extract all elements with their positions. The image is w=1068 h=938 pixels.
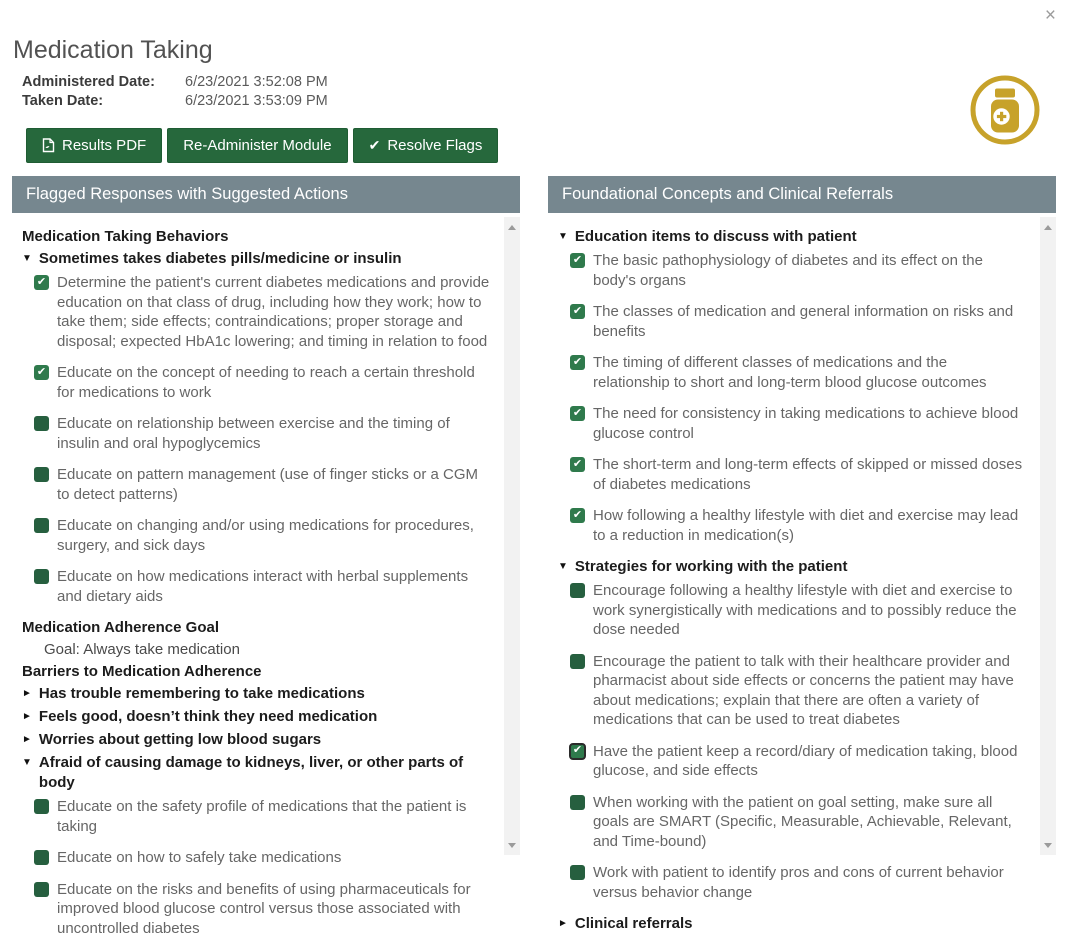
suggested-action-item [570,455,1026,494]
collapsed-flag-item[interactable] [22,730,490,750]
expanded-flag-item[interactable] [558,557,1026,577]
action-item-label: Have the patient keep a record/diary of medication taking, blood glucose, and side effects [593,742,1026,781]
suggested-action-item [570,652,1026,730]
action-checkbox[interactable]: ✔ [570,253,585,268]
checkmark-icon: ✔ [369,137,381,154]
taken-date-label: Taken Date: [22,92,185,111]
foundational-concepts-panel-title: Foundational Concepts and Clinical Referrals [548,176,1056,213]
action-checkbox[interactable] [570,654,585,669]
section-header: Medication Taking Behaviors [22,227,490,247]
scroll-up-icon[interactable] [504,219,520,235]
triangle-down-icon: ▼ [22,249,32,269]
suggested-action-item [570,742,1026,781]
action-item-label: The basic pathophysiology of diabetes and its effect on the body's organs [593,251,1026,290]
administered-date-label: Administered Date: [22,73,185,92]
medication-module-icon [968,73,1042,147]
triangle-right-icon: ► [22,707,32,727]
action-checkbox[interactable] [570,865,585,880]
close-icon[interactable]: × [1045,6,1056,25]
action-checkbox[interactable] [34,416,49,431]
taken-date-row [22,92,328,111]
collapsed-flag-item[interactable] [558,914,1026,934]
triangle-right-icon: ► [22,684,32,704]
administered-date-value: 6/23/2021 3:52:08 PM [185,73,328,92]
action-checkbox[interactable] [570,795,585,810]
action-checkbox[interactable]: ✔ [570,304,585,319]
action-item-label: Educate on the risks and benefits of using pharmaceuticals for improved blood glucose control versus those associated with uncontrolled diabetes [57,880,490,938]
administered-date-row [22,73,328,92]
suggested-action-item [34,516,490,555]
foundational-concepts-panel [548,176,1056,861]
action-checkbox[interactable] [34,850,49,865]
action-item-label: Educate on the safety profile of medications that the patient is taking [57,797,490,836]
suggested-action-item [34,414,490,453]
action-item-label: The need for consistency in taking medications to achieve blood glucose control [593,404,1026,443]
toolbar [26,128,498,163]
flagged-responses-panel [12,176,520,861]
scroll-up-icon[interactable] [1040,219,1056,235]
flag-item-label: Afraid of causing damage to kidneys, liver, or other parts of body [39,753,490,793]
action-item-label: Encourage the patient to talk with their healthcare provider and pharmacist about side effects or concerns the patient may have about medications; explain that there are often a variety of medications that can be used to treat diabetes [593,652,1026,730]
section-header: Medication Adherence Goal [22,618,490,638]
suggested-action-item [570,506,1026,545]
action-item-label: Educate on relationship between exercise and the timing of insulin and oral hypoglycemics [57,414,490,453]
scroll-down-icon[interactable] [1040,837,1056,853]
action-item-label: Educate on pattern management (use of finger sticks or a CGM to detect patterns) [57,465,490,504]
section-header: Barriers to Medication Adherence [22,662,490,682]
resolve-flags-button[interactable] [353,128,499,163]
action-item-label: Work with patient to identify pros and cons of current behavior versus behavior change [593,863,1026,902]
action-item-label: Encourage following a healthy lifestyle with diet and exercise to work synergistically with medications and to possibly reduce the dose needed [593,581,1026,640]
panels-row [12,176,1056,861]
date-table [22,73,328,110]
action-checkbox[interactable] [34,467,49,482]
suggested-action-item [570,581,1026,640]
suggested-action-item [570,793,1026,852]
suggested-action-item [570,302,1026,341]
action-item-label: The classes of medication and general information on risks and benefits [593,302,1026,341]
results-pdf-label: Results PDF [62,137,146,154]
action-checkbox[interactable] [34,799,49,814]
expanded-flag-item[interactable] [22,753,490,793]
action-checkbox[interactable]: ✔ [570,457,585,472]
action-checkbox[interactable]: ✔ [34,275,49,290]
scrollbar[interactable] [504,217,520,855]
pill-bottle-icon [968,73,1042,147]
action-checkbox[interactable]: ✔ [570,744,585,759]
action-checkbox[interactable]: ✔ [570,508,585,523]
action-checkbox[interactable]: ✔ [34,365,49,380]
flag-item-label: Clinical referrals [575,914,693,934]
expanded-flag-item[interactable] [22,249,490,269]
action-item-label: Educate on how to safely take medications [57,848,341,868]
page-title: Medication Taking [13,36,213,65]
action-item-label: Educate on changing and/or using medications for procedures, surgery, and sick days [57,516,490,555]
triangle-down-icon: ▼ [558,227,568,247]
goal-text: Goal: Always take medication [22,640,490,660]
foundational-concepts-list [558,227,1026,934]
flag-item-label: Worries about getting low blood sugars [39,730,321,750]
readminister-module-button[interactable] [167,128,347,163]
suggested-action-item [34,465,490,504]
action-item-label: Determine the patient's current diabetes medications and provide education on that class of drug, including how they work; how to take them; side effects; contraindications; proper storage and disposal; expected HbA1c lowering; and timing in relation to food [57,273,490,351]
collapsed-flag-item[interactable] [22,707,490,727]
expanded-flag-item[interactable] [558,227,1026,247]
triangle-down-icon: ▼ [558,557,568,577]
action-checkbox[interactable]: ✔ [570,355,585,370]
suggested-action-item [34,848,490,868]
action-item-label: Educate on the concept of needing to reach a certain threshold for medications to work [57,363,490,402]
taken-date-value: 6/23/2021 3:53:09 PM [185,92,328,111]
action-checkbox[interactable]: ✔ [570,406,585,421]
flag-item-label: Has trouble remembering to take medications [39,684,365,704]
flag-item-label: Sometimes takes diabetes pills/medicine or insulin [39,249,402,269]
action-item-label: How following a healthy lifestyle with diet and exercise may lead to a reduction in medication(s) [593,506,1026,545]
suggested-action-item [570,353,1026,392]
flag-item-label: Strategies for working with the patient [575,557,848,577]
flagged-responses-panel-title: Flagged Responses with Suggested Actions [12,176,520,213]
flag-item-label: Feels good, doesn’t think they need medication [39,707,377,727]
action-item-label: When working with the patient on goal setting, make sure all goals are SMART (Specific, Measurable, Achievable, Relevant, and Time-bound) [593,793,1026,852]
suggested-action-item [570,863,1026,902]
pdf-file-icon [42,138,55,153]
action-checkbox[interactable] [34,569,49,584]
action-item-label: Educate on how medications interact with herbal supplements and dietary aids [57,567,490,606]
readminister-module-label: Re-Administer Module [183,137,331,154]
action-item-label: The timing of different classes of medications and the relationship to short and long-term blood glucose outcomes [593,353,1026,392]
scrollbar[interactable] [1040,217,1056,855]
suggested-action-item [570,404,1026,443]
suggested-action-item [34,273,490,351]
scroll-down-icon[interactable] [504,837,520,853]
action-checkbox[interactable] [34,518,49,533]
action-checkbox[interactable] [570,583,585,598]
collapsed-flag-item[interactable] [22,684,490,704]
flagged-responses-list [22,227,490,938]
suggested-action-item [34,363,490,402]
triangle-right-icon: ► [558,914,568,934]
triangle-right-icon: ► [22,730,32,750]
action-checkbox[interactable] [34,882,49,897]
triangle-down-icon: ▼ [22,753,32,773]
suggested-action-item [34,880,490,938]
flag-item-label: Education items to discuss with patient [575,227,857,247]
suggested-action-item [34,797,490,836]
suggested-action-item [34,567,490,606]
resolve-flags-label: Resolve Flags [387,137,482,154]
action-item-label: The short-term and long-term effects of skipped or missed doses of diabetes medications [593,455,1026,494]
results-pdf-button[interactable] [26,128,162,163]
suggested-action-item [570,251,1026,290]
